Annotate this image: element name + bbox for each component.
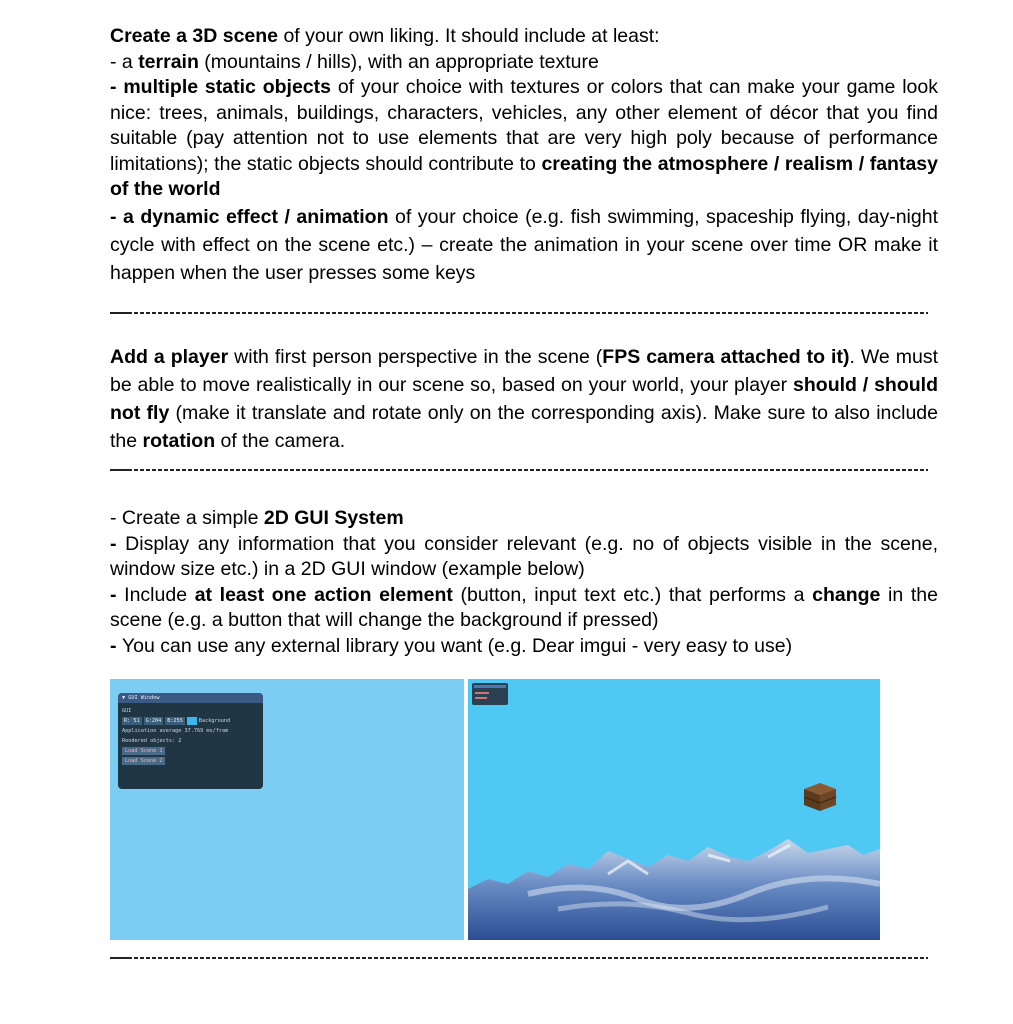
dynamic-dash: -	[110, 205, 123, 228]
gui-line-4	[110, 634, 938, 660]
green-channel[interactable]: G:204	[145, 718, 162, 724]
section-3d-scene	[110, 24, 938, 287]
dynamic-effect-bold: a dynamic effect / animation	[123, 205, 389, 228]
gui-window	[118, 693, 263, 789]
add-player-bold: Add a player	[110, 346, 229, 368]
should-fly-bold: should / should not fly	[110, 374, 938, 424]
action-element-bold: at least one action element	[194, 583, 453, 606]
gui-line-2-dash: -	[110, 532, 126, 555]
gui-line-3-text-a: Include	[124, 583, 195, 606]
section-gui	[110, 506, 938, 659]
gui-line-3-text-b: (button, input text etc.) that performs a	[452, 583, 813, 606]
separator-2	[110, 469, 928, 471]
separator-3	[110, 957, 928, 959]
terrain-line	[110, 50, 938, 76]
player-text-3: (make it translate and rotate only on the corresponding axis). Make sure to also include the	[110, 402, 938, 452]
gui-line-2-text: Display any information that you consider relevant (e.g. no of objects visible in the scene, window size etc.) in a 2D GUI window (example below)	[110, 532, 938, 580]
rotation-bold: rotation	[142, 430, 216, 452]
gui-section-label: GUI	[122, 708, 132, 714]
create-3d-scene-bold: Create a 3D scene	[110, 25, 279, 47]
gui-line-1	[110, 506, 938, 532]
3d-scene-screenshot	[468, 679, 880, 940]
player-text-4: of the camera.	[215, 430, 346, 452]
red-channel[interactable]: R: 51	[124, 718, 140, 724]
gui-line-4-text: You can use any external library you want (e.g. Dear imgui - very easy to use)	[121, 634, 793, 657]
section-player	[110, 343, 938, 455]
gui-line-2	[110, 532, 938, 583]
terrain-prefix: - a	[110, 50, 139, 73]
player-text-1: with first person perspective in the scene (	[228, 346, 603, 368]
fps-camera-bold: FPS camera attached to it)	[602, 346, 850, 368]
rendered-objects-text: Rendered objects: 2	[122, 738, 182, 744]
gui-line-4-dash: -	[110, 634, 122, 657]
terrain-text: (mountains / hills), with an appropriate texture	[198, 50, 599, 73]
gui-line-3-dash: -	[110, 583, 125, 606]
color-swatch[interactable]	[187, 717, 197, 725]
player-text-2: . We must be able to move realistically in our scene so, based on your world, your player	[110, 346, 938, 396]
load-scene-2-button[interactable]: Load Scene 2	[122, 757, 165, 765]
load-scene-1-button[interactable]: Load Scene 1	[122, 747, 165, 755]
change-bold: change	[812, 583, 881, 606]
app-average-text: Application average 37.769 ms/fram	[122, 728, 229, 734]
static-objects-text: of your choice with textures or colors that can make your game look nice: trees, animals, buildings, characters, vehicles, any other element of décor that you find suitable (pay attention not to use elements that are very high poly because of performance limitations); the static objects should contribute to	[110, 76, 938, 175]
color-picker-row	[122, 716, 259, 726]
separator-1	[110, 312, 928, 314]
dynamic-effect-text: of your choice (e.g. fish swimming, spaceship flying, day-night cycle with effect on the scene etc.) – create the animation in your scene over time OR make it happen when the user presses some keys	[110, 205, 938, 284]
terrain-bold: terrain	[138, 50, 199, 73]
gui-line-3	[110, 583, 938, 634]
scene-intro-line	[110, 24, 938, 50]
background-label: Background	[198, 718, 231, 724]
static-objects-bold: multiple static objects	[123, 76, 331, 98]
dynamic-effect-line	[110, 203, 938, 287]
scene-intro-text: of your own liking. It should include at least:	[278, 25, 660, 47]
gui-line-3-text-c: in the scene (e.g. a button that will change the background if pressed)	[110, 583, 938, 631]
static-objects-dash: -	[110, 76, 124, 98]
gui-system-bold: 2D GUI System	[263, 507, 404, 529]
static-objects-line	[110, 75, 938, 203]
atmosphere-bold: creating the atmosphere / realism / fantasy of the world	[110, 152, 939, 200]
gui-window-title[interactable]: ▼ GUI Window	[118, 693, 263, 703]
gui-line-1-text: - Create a simple	[110, 507, 264, 529]
gui-example-screenshot	[110, 679, 464, 940]
terrain-image	[468, 679, 880, 940]
blue-channel[interactable]: B:255	[167, 718, 183, 724]
